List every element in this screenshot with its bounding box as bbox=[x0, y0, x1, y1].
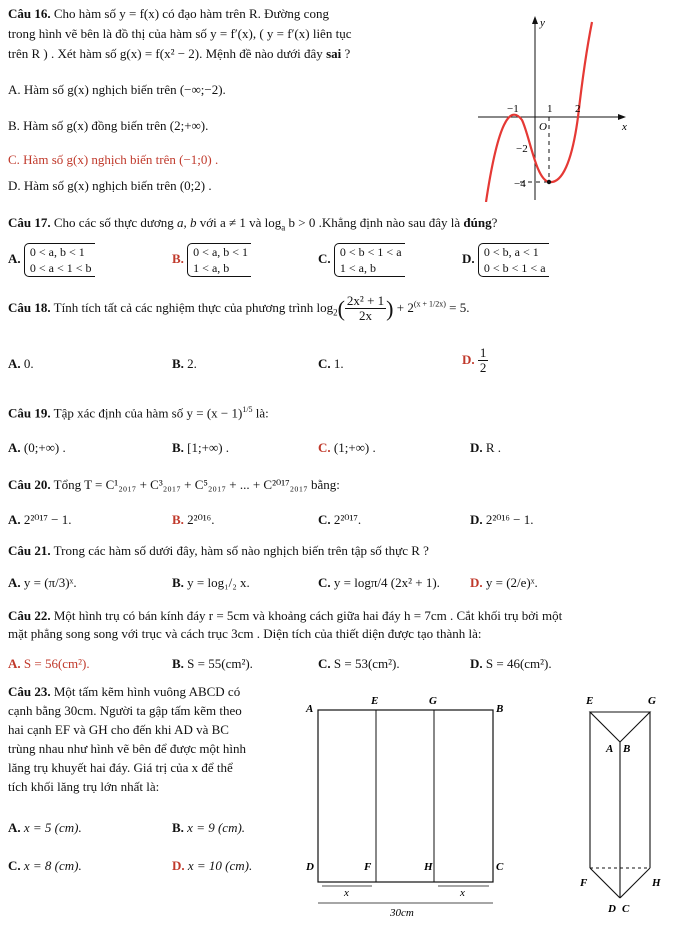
q16-option-c-text: C. Hàm số g(x) nghịch biến trên (−1;0) . bbox=[8, 152, 219, 167]
derivative-graph bbox=[470, 12, 640, 202]
q21-option-d[interactable]: D. y = (2/e)ˣ. bbox=[470, 575, 538, 590]
graph-y-arrow bbox=[532, 16, 538, 24]
q18-option-c[interactable]: C. 1. bbox=[318, 356, 344, 371]
graph-x-label: x bbox=[622, 121, 627, 133]
prism-figure bbox=[578, 690, 688, 920]
q23-label: Câu 23. bbox=[8, 684, 51, 699]
q23-line6: tích khối lăng trụ lớn nhất là: bbox=[8, 779, 160, 794]
prism-label-d: D bbox=[608, 903, 616, 915]
q21-option-b[interactable]: B. y = log₁/₂ x. bbox=[172, 575, 250, 590]
q19-label: Câu 19. bbox=[8, 405, 51, 421]
q22-option-d[interactable]: D. S = 46(cm²). bbox=[470, 656, 552, 671]
fig-label-b: B bbox=[496, 703, 504, 715]
fig-label-x1: x bbox=[344, 887, 349, 899]
q22-label: Câu 22. bbox=[8, 608, 51, 623]
sheet-square bbox=[318, 710, 493, 882]
q16-option-c[interactable] bbox=[8, 152, 218, 168]
q21-stem: Câu 21. Trong các hàm số dưới đây, hàm số nào nghịch biến trên tập số thực R ? bbox=[8, 543, 429, 558]
q17-option-a[interactable]: A. 0 < a, b < 1 0 < a < 1 < b bbox=[8, 243, 95, 277]
graph-tick-m4: −4 bbox=[514, 178, 526, 190]
q16-line2: trong hình vẽ bên là đồ thị của hàm số y = f′(x), ( y = f′(x) liên tục bbox=[8, 26, 352, 41]
graph-x-arrow bbox=[618, 114, 626, 120]
q23-line1: Câu 23. Một tấm kẽm hình vuông ABCD có bbox=[8, 684, 241, 699]
q20-option-d[interactable]: D. 2²⁰¹⁶ − 1. bbox=[470, 512, 534, 527]
q20-label: Câu 20. bbox=[8, 477, 51, 492]
prism-bottom-left bbox=[590, 868, 620, 898]
q19-option-b[interactable]: B. [1;+∞) . bbox=[172, 440, 230, 455]
q18-option-d[interactable]: D. $\frac{1}{2}$ bbox=[462, 345, 487, 376]
prism-label-a: A bbox=[606, 743, 614, 755]
fig-label-d: D bbox=[306, 861, 314, 873]
q21-option-a[interactable]: A. y = (π/3)ˣ. bbox=[8, 575, 77, 590]
q16-label: Câu 16. bbox=[8, 6, 51, 21]
q16-option-b[interactable]: B. Hàm số g(x) đồng biến trên (2;+∞). bbox=[8, 118, 209, 133]
fig-label-f: F bbox=[364, 861, 372, 873]
q17-option-c[interactable]: C. 0 < b < 1 < a 1 < a, b bbox=[318, 243, 405, 277]
prism-label-g: G bbox=[648, 695, 656, 707]
fig-label-c: C bbox=[496, 861, 504, 873]
q23-line2: cạnh bằng 30cm. Người ta gập tấm kẽm theo bbox=[8, 703, 242, 718]
q16-option-d[interactable]: D. Hàm số g(x) nghịch biến trên (0;2) . bbox=[8, 178, 212, 193]
graph-tick-1: 1 bbox=[547, 103, 553, 115]
q22-option-a[interactable]: A. S = 56(cm²). bbox=[8, 656, 90, 671]
q19-option-a[interactable]: A. (0;+∞) . bbox=[8, 440, 66, 455]
graph-y-label: y bbox=[540, 17, 545, 29]
q17-stem: Câu 17. Cho các số thực dương a, b với a ≠ 1 và $\log_a b > 0$ .Khẳng định nào sau đây là đúng? bbox=[8, 215, 498, 233]
q23-line5: lăng trụ khuyết hai đáy. Giá trị của x để thể bbox=[8, 760, 233, 775]
zinc-sheet-figure bbox=[300, 690, 520, 920]
q18-stem: Câu 18. Tính tích tất cả các nghiệm thực của phương trình $\log_2$( $\frac{\text{2x² + 1}}{2x}$ ) + $2^{(x + 1/2x)} = 5$. bbox=[8, 293, 470, 324]
fig-label-e: E bbox=[371, 695, 379, 707]
q17-option-b[interactable]: B. 0 < a, b < 1 1 < a, b bbox=[172, 243, 251, 277]
q17-label: Câu 17. bbox=[8, 215, 51, 230]
fig-label-30cm: 30cm bbox=[390, 907, 414, 919]
q22-option-c[interactable]: C. S = 53(cm²). bbox=[318, 656, 400, 671]
q23-option-d[interactable]: D. x = 10 (cm). bbox=[172, 858, 253, 873]
q22-option-b[interactable]: B. S = 55(cm²). bbox=[172, 656, 253, 671]
q20-option-c[interactable]: C. 2²⁰¹⁷. bbox=[318, 512, 362, 527]
graph-tick-m1: −1 bbox=[507, 103, 519, 115]
q23-line3: hai cạnh EF và GH cho đến khi AD và BC bbox=[8, 722, 229, 737]
q16-line1: Câu 16. Cho hàm số y = f(x) có đạo hàm trên R. Đường cong bbox=[8, 6, 329, 21]
q23-option-b[interactable]: B. x = 9 (cm). bbox=[172, 820, 246, 835]
q18-option-b[interactable]: B. 2. bbox=[172, 356, 197, 371]
q17-option-d[interactable]: D. 0 < b, a < 1 0 < b < 1 < a bbox=[462, 243, 549, 277]
q19-option-c[interactable]: C. (1;+∞) . bbox=[318, 440, 376, 455]
prism-top-face bbox=[590, 712, 650, 742]
fig-label-g: G bbox=[429, 695, 437, 707]
q23-option-c[interactable]: C. x = 8 (cm). bbox=[8, 858, 82, 873]
q22-line2: mặt phẳng song song với trục và cách trục 3cm . Diện tích của thiết diện được tạo thành là: bbox=[8, 626, 482, 641]
prism-label-e: E bbox=[586, 695, 594, 707]
prism-label-b: B bbox=[623, 743, 631, 755]
graph-min-point bbox=[547, 180, 551, 184]
prism-label-h: H bbox=[652, 877, 661, 889]
fig-label-h: H bbox=[424, 861, 433, 873]
q23-line4: trùng nhau như hình vẽ bên để được một hình bbox=[8, 741, 246, 756]
prism-bottom-right bbox=[620, 868, 650, 898]
q19-option-d[interactable]: D. R . bbox=[470, 440, 502, 455]
graph-tick-m2: −2 bbox=[516, 143, 528, 155]
q18-option-a[interactable]: A. 0. bbox=[8, 356, 34, 371]
q22-line1: Câu 22. Một hình trụ có bán kính đáy r = 5cm và khoảng cách giữa hai đáy h = 7cm . Cắt khối trụ bởi một bbox=[8, 608, 563, 623]
q20-option-a[interactable]: A. 2²⁰¹⁷ − 1. bbox=[8, 512, 72, 527]
q16-option-a[interactable]: A. Hàm số g(x) nghịch biến trên (−∞;−2). bbox=[8, 82, 226, 97]
graph-tick-2: 2 bbox=[575, 103, 581, 115]
prism-label-f: F bbox=[580, 877, 588, 889]
q16-line3: trên R ) . Xét hàm số g(x) = f(x² − 2). Mệnh đề nào dưới đây sai ? bbox=[8, 46, 351, 61]
q20-stem: Câu 20. Tổng T = C¹₂₀₁₇ + C³₂₀₁₇ + C⁵₂₀₁₇ + ... + C²⁰¹⁷₂₀₁₇ bằng: bbox=[8, 477, 340, 492]
prism-label-c: C bbox=[622, 903, 630, 915]
graph-origin-label: O bbox=[539, 121, 547, 133]
fig-label-x2: x bbox=[460, 887, 465, 899]
q18-label: Câu 18. bbox=[8, 299, 51, 315]
q20-option-b[interactable]: B. 2²⁰¹⁶. bbox=[172, 512, 215, 527]
q19-stem: Câu 19. Tập xác định của hàm số $y = (x - 1)^{1/5}$ là: bbox=[8, 405, 269, 421]
q21-label: Câu 21. bbox=[8, 543, 51, 558]
fig-label-a: A bbox=[306, 703, 314, 715]
q21-option-c[interactable]: C. y = logπ/4 (2x² + 1). bbox=[318, 575, 440, 590]
q23-option-a[interactable]: A. x = 5 (cm). bbox=[8, 820, 82, 835]
